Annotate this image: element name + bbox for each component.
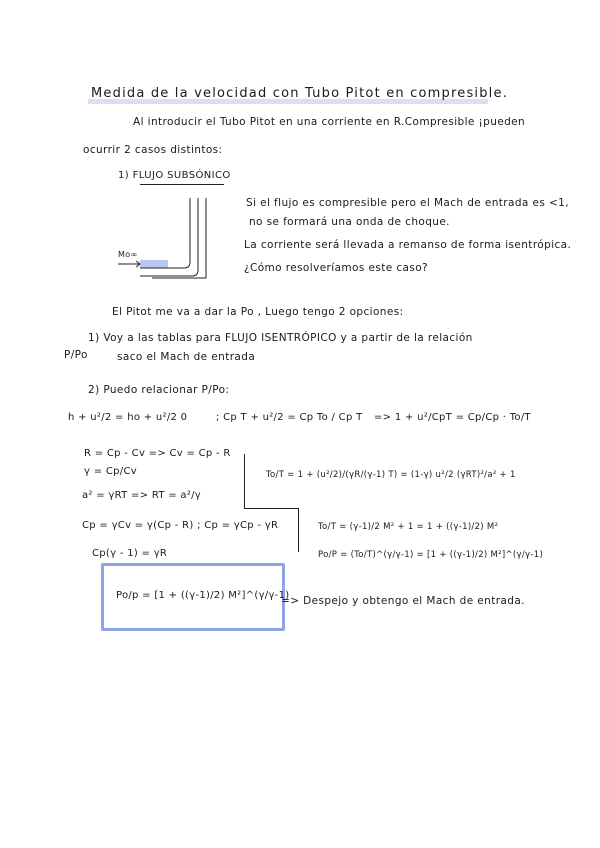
eq-to-t: To/T = 1 + (u²/2)/(γR/(γ-1) T) = (1-γ) u²/2 (γRT)²/a² + 1 [266,470,516,480]
eq-to-t-2: To/T = (γ-1)/2 M² + 1 = 1 + ((γ-1)/2) M² [318,522,499,532]
option-1-ratio: P/Po [64,349,88,361]
eq-energy-cp: ; Cp T + u²/2 = Cp To / Cp T [216,412,363,423]
flow-label: Mo∞ [118,250,138,259]
section-heading-subsonic: 1) FLUJO SUBSÓNICO [118,170,231,181]
eq-r: R = Cp - Cv => Cv = Cp - R [84,448,231,459]
intro-line-1: Al introducir el Tubo Pitot en una corriente en R.Compresible ¡pueden [133,116,526,128]
note-line-2: no se formará una onda de choque. [249,216,450,228]
note-line-3: La corriente será llevada a remanso de forma isentrópica. [244,239,572,251]
eq-po: Po/P = (To/T)^(γ/γ-1) = [1 + ((γ-1)/2) M²]^(γ/γ-1) [318,550,544,560]
eq-energy: h + u²/2 = ho + u²/2 0 [68,412,188,423]
eq-energy-result: => 1 + u²/CpT = Cp/Cp · To/T [374,412,531,423]
option-1-line-1: 1) Voy a las tablas para FLUJO ISENTRÓPICO y a partir de la relación [88,332,473,344]
eq-cp2: Cp(γ - 1) = γR [92,548,168,559]
derivation-bracket-vertical-2 [298,508,299,552]
section-heading-underline [140,184,224,185]
eq-a2: a² = γRT => RT = a²/γ [82,490,202,501]
derivation-bracket-horizontal [244,508,298,509]
option-2-line: 2) Puedo relacionar P/Po: [88,384,230,396]
boxed-formula: Po/p = [1 + ((γ-1)/2) M²]^(γ/γ-1) [116,590,290,601]
note-line-1: Si el flujo es compresible pero el Mach de entrada es <1, [246,197,569,209]
pitot-line: El Pitot me va a dar la Po , Luego tengo 2 opciones: [112,306,404,318]
option-1-line-2: saco el Mach de entrada [117,351,256,363]
note-line-4: ¿Cómo resolveríamos este caso? [244,262,428,274]
eq-gamma: γ = Cp/Cv [84,466,137,477]
derivation-bracket-vertical [244,454,245,508]
eq-cp: Cp = γCv = γ(Cp - R) ; Cp = γCp - γR [82,520,279,531]
page-title: Medida de la velocidad con Tubo Pitot en compresible. [91,86,509,101]
intro-line-2: ocurrir 2 casos distintos: [83,144,223,156]
boxed-result: => Despejo y obtengo el Mach de entrada. [281,595,525,607]
pitot-tube-diagram [112,190,222,290]
